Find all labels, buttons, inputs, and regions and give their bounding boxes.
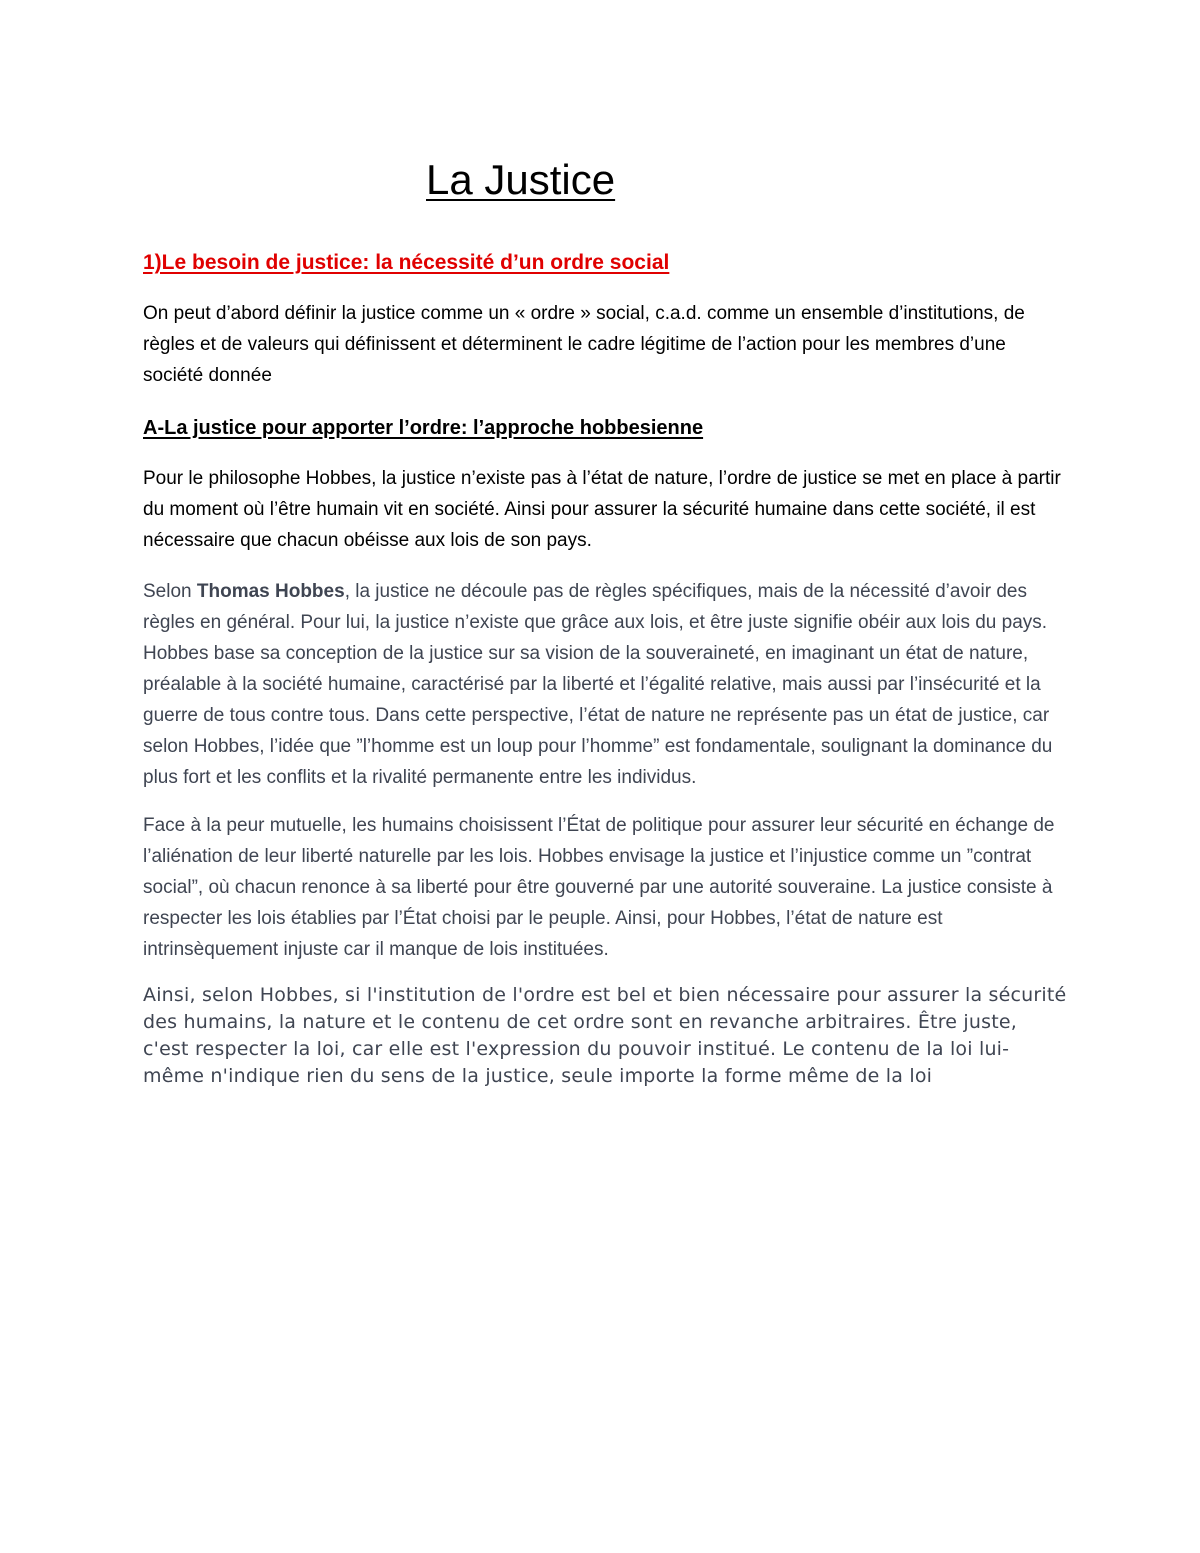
paragraph-prefix: Selon [143,581,197,602]
author-name: Thomas Hobbes [196,581,345,602]
paragraph-thomas-hobbes [143,576,1068,793]
intro-paragraph: On peut d’abord définir la justice comme un « ordre » social, c.a.d. comme un ensemble d’institutions, de règles et de valeurs qui définissent et déterminent le cadre légitime de l’action pour les membres d’une société donnée [143,303,1025,386]
paragraph-conclusion: Ainsi, selon Hobbes, si l'institution de l'ordre est bel et bien nécessaire pour assurer la sécurité des humains, la nature et le contenu de cet ordre sont en revanche arbitraires. Être juste, c'est respecter la loi, car elle est l'expression du pouvoir institué. Le contenu de la loi lui-même n'indique rien du sens de la justice, seule importe la forme même de la loi [143,984,1067,1087]
paragraph-body: , la justice ne découle pas de règles spécifiques, mais de la nécessité d’avoir des règles en général. Pour lui, la justice n’existe que grâce aux lois, et être juste signifie obéir aux lois du pays. Hobbes base sa conception de la justice sur sa vision de la souveraineté, en imaginant un état de nature, préalable à la société humaine, caractérisé par la liberté et l’égalité relative, mais aussi par l’insécurité et la guerre de tous contre tous. Dans cette perspective, l’état de nature ne représente pas un état de justice, car selon Hobbes, l’idée que ”l’homme est un loup pour l’homme” est fondamentale, soulignant la dominance du plus fort et les conflits et la rivalité permanente entre les individus. [143,581,1053,788]
subheading-hobbes: A-La justice pour apporter l’ordre: l’approche hobbesienne [143,417,704,439]
paragraph-hobbes-state-of-nature: Pour le philosophe Hobbes, la justice n’existe pas à l’état de nature, l’ordre de justice se met en place à partir du moment où l’être humain vit en société. Ainsi pour assurer la sécurité humaine dans cette société, il est nécessaire que chacun obéisse aux lois de son pays. [143,468,1061,551]
section-heading: 1)Le besoin de justice: la nécessité d’un ordre social [143,251,670,274]
document-title: La Justice [426,156,616,203]
paragraph-social-contract: Face à la peur mutuelle, les humains choisissent l’État de politique pour assurer leur sécurité en échange de l’aliénation de leur liberté naturelle par les lois. Hobbes envisage la justice et l’injustice comme un ”contrat social”, où chacun renonce à sa liberté pour être gouverné par une autorité souveraine. La justice consiste à respecter les lois établies par l’État choisi par le peuple. Ainsi, pour Hobbes, l’état de nature est intrinsèquement injuste car il manque de lois instituées. [143,815,1055,960]
document-body [143,150,1068,1090]
